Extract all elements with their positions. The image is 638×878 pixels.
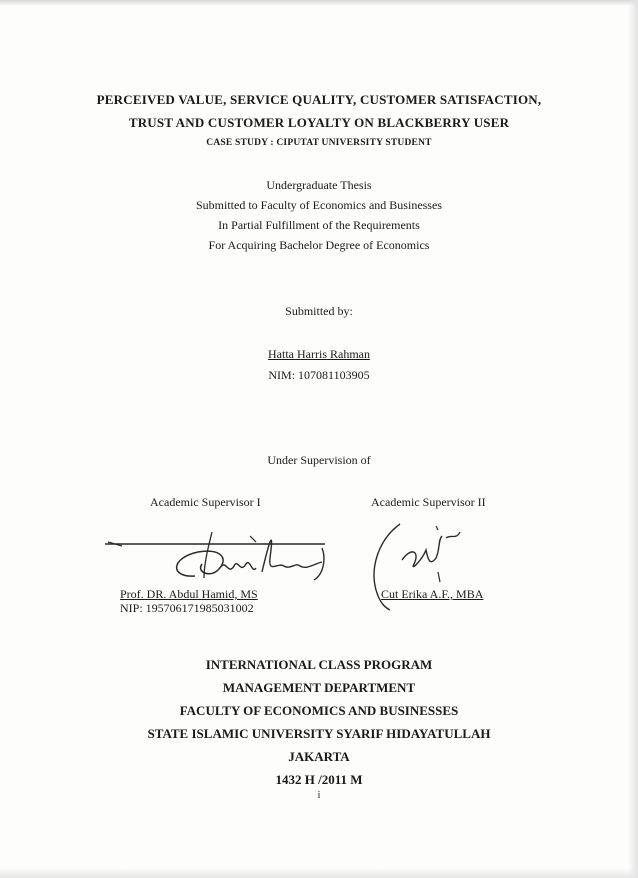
supervisor2-role: Academic Supervisor II <box>371 495 486 509</box>
university-name: STATE ISLAMIC UNIVERSITY SYARIF HIDAYATULLAH <box>147 726 491 741</box>
department-name: MANAGEMENT DEPARTMENT <box>222 680 416 695</box>
supervisor1-nip: NIP: 195706171985031002 <box>120 601 254 615</box>
supervisor2-name-row <box>381 587 483 602</box>
scan-shadow-top <box>0 0 638 6</box>
fulfillment-text: In Partial Fulfillment of the Requirements <box>218 218 420 232</box>
supervisor1-name: Prof. DR. Abdul Hamid, MS <box>120 587 258 601</box>
supervisor2-name: Cut Erika A.F., MBA <box>381 587 484 601</box>
program-name: INTERNATIONAL CLASS PROGRAM <box>205 657 433 672</box>
page-number: i <box>317 790 321 801</box>
supervisor1-role: Academic Supervisor I <box>150 495 261 509</box>
submitted-by-label: Submitted by: <box>285 304 353 318</box>
scan-shadow-right <box>628 0 638 878</box>
thesis-type: Undergraduate Thesis <box>266 178 372 192</box>
author-nim: NIM: 107081103905 <box>268 368 370 382</box>
scan-shadow-bottom <box>0 868 638 878</box>
case-study-subtitle: CASE STUDY : CIPUTAT UNIVERSITY STUDENT <box>206 138 432 148</box>
title-line-2: TRUST AND CUSTOMER LOYALTY ON BLACKBERRY USER <box>128 115 510 130</box>
author-name-text: Hatta Harris Rahman <box>268 347 370 361</box>
academic-year: 1432 H /2011 M <box>275 772 363 787</box>
author-name <box>0 347 638 362</box>
supervision-label: Under Supervision of <box>267 453 371 467</box>
submitted-to: Submitted to Faculty of Economics and Businesses <box>196 198 442 212</box>
degree-text: For Acquiring Bachelor Degree of Economics <box>208 238 430 252</box>
city-name: JAKARTA <box>288 749 350 764</box>
title-line-1: PERCEIVED VALUE, SERVICE QUALITY, CUSTOMER SATISFACTION, <box>96 92 542 107</box>
supervisor1-name-row <box>120 587 258 602</box>
supervisor1-signature <box>100 518 360 596</box>
faculty-name: FACULTY OF ECONOMICS AND BUSINESSES <box>179 703 459 718</box>
